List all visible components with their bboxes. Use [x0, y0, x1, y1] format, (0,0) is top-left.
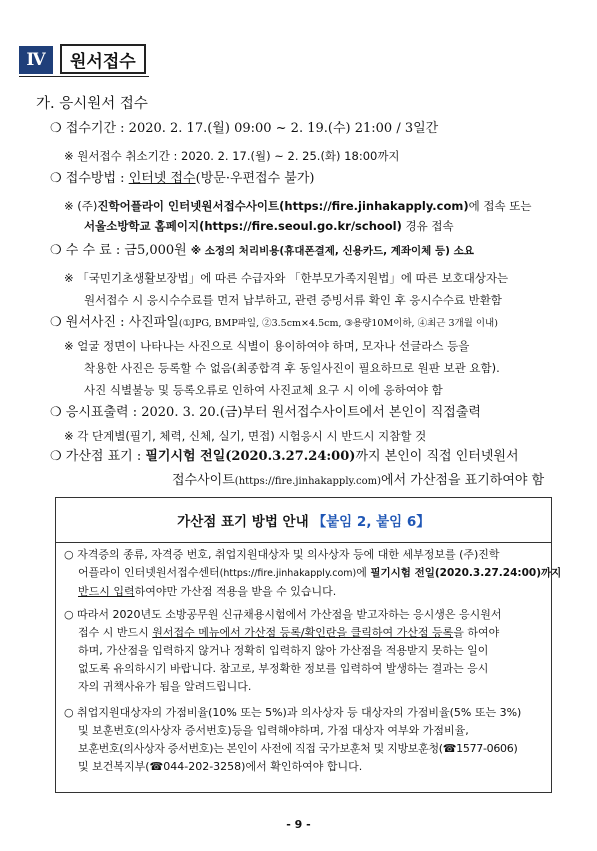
- note-mark-icon: ※: [64, 271, 74, 285]
- item-photo: [50, 315, 498, 332]
- bonus-site-link[interactable]: (https://fire.jinhakapply.com): [234, 476, 382, 487]
- cancel-text: 원서접수 취소기간 : 2020. 2. 17.(월) ~ 2. 25.(화) 18:00까지: [77, 149, 400, 163]
- guide1-deadline: 필기시험 전일(2020.3.27.24:00)까지: [370, 567, 562, 579]
- fee-note-line2: 원서접수 시 응시수수료를 먼저 납부하고, 관련 증빙서류 확인 후 응시수수료 반환함: [84, 293, 502, 307]
- note-cancel-period: [64, 148, 400, 164]
- photo-note-line3: 사진 식별불능 및 등록오류로 인하여 사진교체 요구 시 이에 응하여야 함: [84, 383, 443, 397]
- item-application-method: [50, 171, 315, 187]
- note-fee-exemption: [64, 270, 508, 286]
- page-number: - 9 -: [286, 818, 311, 831]
- guide-item-1: [64, 546, 562, 601]
- fee-label: 수 수 료 : 금5,000원: [65, 243, 187, 258]
- guide2-line3: 하며, 가산점을 입력하지 않거나 정확히 입력하지 않아 가산점을 적용받지 못하는 일이: [78, 644, 489, 657]
- guide1-line2-mid: 에: [356, 566, 371, 579]
- method-label: 접수방법 :: [65, 171, 129, 186]
- guide-item-2: [64, 606, 543, 696]
- method-note-mid: 에 접속 또는: [468, 199, 532, 213]
- note-photo: [64, 338, 469, 354]
- guide2-line2-post: 을 하여야: [453, 626, 500, 639]
- guide-box-attachments: 【붙임 2, 붙임 6】: [312, 514, 430, 530]
- note-method-site: [64, 198, 531, 214]
- photo-note-line2: 착용한 사진은 등록할 수 없음(최종합격 후 동일사진이 필요하므로 원판 보관 요함).: [84, 361, 500, 375]
- site-link-seoul-fire[interactable]: 서울소방학교 홈페이지(https://fire.seoul.go.kr/school): [84, 219, 402, 233]
- note-mark-icon: ※: [64, 429, 74, 443]
- guide1-must-enter: 반드시 입력: [78, 585, 135, 598]
- note-method-site-cont: [84, 218, 454, 234]
- bullet-icon: ❍: [50, 315, 62, 330]
- section-underline: [19, 76, 149, 77]
- guide3-line2: 및 보훈번호(의사상자 증서번호)등을 입력해야하며, 가점 대상자 여부와 가점비율,: [78, 724, 469, 737]
- photo-spec: (①JPG, BMP파일, ②3.5cm×4.5cm, ③용량10M이하, ④최근 3개월 이내): [178, 318, 498, 329]
- method-value: 인터넷 접수: [128, 171, 196, 186]
- guide-box-header: [56, 498, 551, 543]
- bonus-line2-pre: 접수사이트: [172, 473, 235, 488]
- site-link-jinhak[interactable]: 진학어플라이 인터넷원서접수사이트(https://fire.jinhakapply.com): [97, 199, 469, 213]
- method-note-post: 경유 접속: [401, 219, 454, 233]
- item-fee: [50, 243, 474, 259]
- method-suffix: (방문·우편접수 불가): [195, 171, 315, 186]
- bonus-line2: [172, 473, 544, 490]
- guide2-line2-pre: 접수 시 반드시: [78, 626, 153, 639]
- item-ticket-print: [50, 405, 481, 421]
- note-mark-icon: ※: [64, 339, 74, 353]
- bonus-line1-rest: 까지 본인이 직접 인터넷원서: [355, 449, 519, 464]
- photo-label: 원서사진 : 사진파일: [65, 315, 179, 330]
- guide1-line2-pre: 어플라이 인터넷원서접수센터: [78, 566, 220, 579]
- company-prefix: (주): [77, 199, 98, 213]
- period-text: 접수기간 : 2020. 2. 17.(월) 09:00 ~ 2. 19.(수) 21:00 / 3일간: [65, 121, 439, 136]
- guide-box-title: 가산점 표기 방법 안내: [177, 514, 309, 530]
- guide1-line3-rest: 하여야만 가산점 적용을 받을 수 있습니다.: [134, 585, 337, 598]
- note-mark-icon: ※: [64, 149, 74, 163]
- guide1-line1: 자격증의 종류, 자격증 번호, 취업지원대상자 및 의사상자 등에 대한 세부정보를 (주)진학: [77, 548, 500, 561]
- bullet-icon: ○: [64, 608, 74, 621]
- guide3-line1: 취업지원대상자의 가점비율(10% 또는 5%)과 의사상자 등 대상자의 가점비율(5% 또는 3%): [77, 706, 522, 719]
- photo-note-line1: 얼굴 정면이 나타나는 사진으로 식별이 용이하여야 하며, 모자나 선글라스 등을: [77, 339, 470, 353]
- guide2-line5: 자의 귀책사유가 됨을 알려드립니다.: [78, 680, 252, 693]
- bullet-icon: ❍: [50, 121, 62, 136]
- bullet-icon: ❍: [50, 405, 62, 420]
- guide2-line4: 없도록 유의하시기 바랍니다. 참고로, 부정확한 정보를 입력하여 발생하는 결과는 응시: [78, 662, 489, 675]
- bonus-line2-post: 에서 가산점을 표기하여야 함: [381, 473, 545, 488]
- bonus-deadline: 필기시험 전일(2020.3.27.24:00): [145, 449, 356, 464]
- subheading: 가. 응시원서 접수: [36, 96, 148, 112]
- bullet-icon: ○: [64, 706, 74, 719]
- note-mark-icon: ※: [64, 199, 74, 213]
- bonus-guide-box: [55, 497, 562, 793]
- bullet-icon: ❍: [50, 171, 62, 186]
- section-title: 원서접수: [60, 44, 146, 74]
- fee-note-line1: 「국민기초생활보장법」에 따른 수급자와 「한부모가족지원법」에 따른 보호대상자는: [77, 271, 509, 285]
- item-bonus-points: [50, 449, 519, 465]
- bullet-icon: ❍: [50, 243, 62, 258]
- guide3-line4: 및 보건복지부(☎044-202-3258)에서 확인하여야 합니다.: [78, 760, 363, 773]
- guide3-line3: 보훈번호(의사상자 증서번호)는 본인이 사전에 직접 국가보훈처 및 지방보훈청(☎1577-0606): [78, 742, 518, 755]
- guide2-line1: 따라서 2020년도 소방공무원 신규채용시험에서 가산점을 받고자하는 응시생은 응시원서: [77, 608, 502, 621]
- bonus-label: 가산점 표기 :: [65, 449, 146, 464]
- guide2-menu-instruction: 원서접수 메뉴에서 가산점 등록/확인란을 클릭하여 가산점 등록: [152, 626, 454, 639]
- ticket-text: 응시표출력 : 2020. 3. 20.(금)부터 원서접수사이트에서 본인이 직접출력: [65, 405, 481, 420]
- ticket-note-text: 각 단계별(필기, 체력, 신체, 실기, 면접) 시험응시 시 반드시 지참할 것: [77, 429, 427, 443]
- guide1-site-link[interactable]: (https://fire.jinhakapply.com): [219, 568, 357, 579]
- fee-note: ※ 소정의 처리비용(휴대폰결제, 신용카드, 계좌이체 등) 소요: [190, 245, 474, 257]
- bullet-icon: ○: [64, 548, 74, 561]
- note-ticket: [64, 428, 426, 444]
- section-number-badge: Ⅳ: [19, 46, 53, 74]
- item-application-period: [50, 121, 438, 137]
- bullet-icon: ❍: [50, 449, 62, 464]
- guide-item-3: [64, 704, 543, 776]
